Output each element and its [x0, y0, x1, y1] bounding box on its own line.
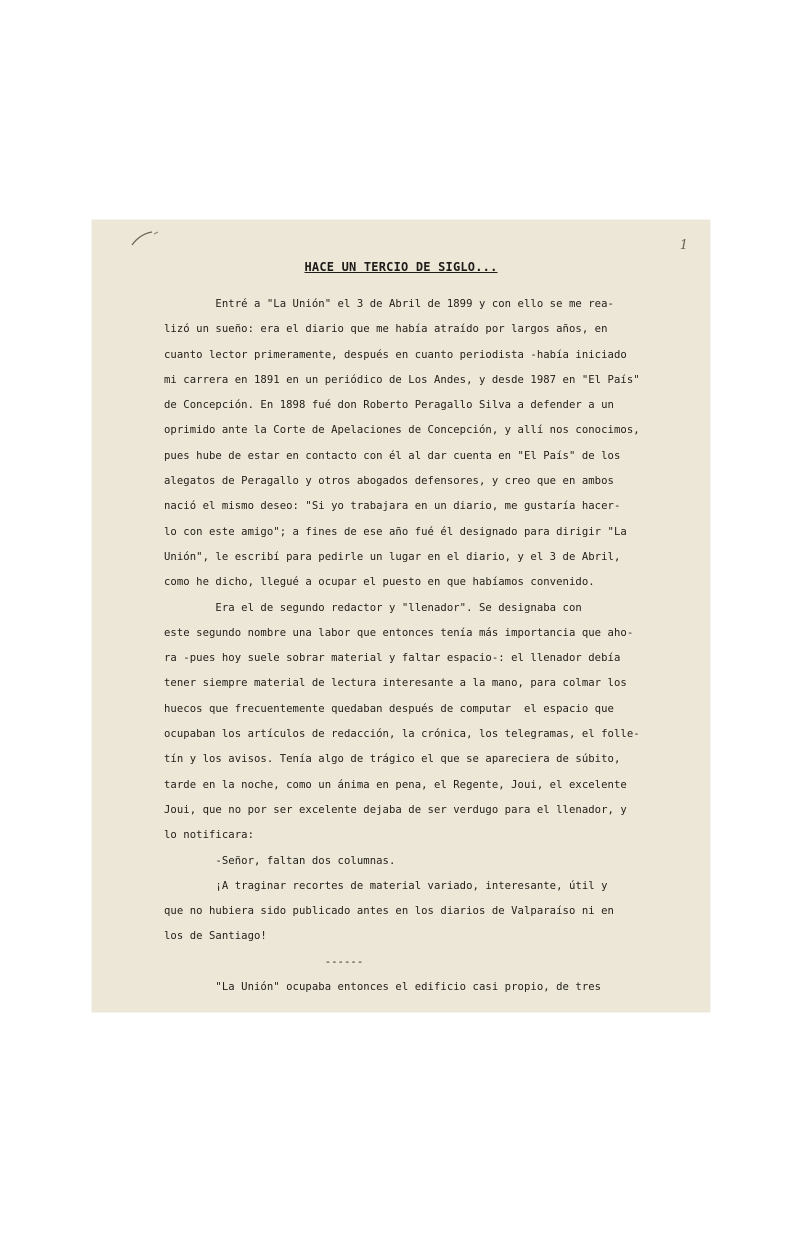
- text-line: que no hubiera sido publicado antes en los diarios de Valparaíso ni en: [164, 905, 614, 918]
- text-line: ------: [164, 955, 364, 968]
- body-text: [164, 292, 704, 1000]
- text-line: tener siempre material de lectura interesante a la mano, para colmar los: [164, 677, 627, 690]
- text-line: lo notificara:: [164, 829, 254, 842]
- text-line: lizó un sueño: era el diario que me había atraído por largos años, en: [164, 323, 608, 336]
- text-line: Unión", le escribí para pedirle un lugar en el diario, y el 3 de Abril,: [164, 550, 621, 563]
- text-line: Era el de segundo redactor y "llenador". Se designaba con: [164, 601, 582, 614]
- text-line: alegatos de Peragallo y otros abogados defensores, y creo que en ambos: [164, 475, 614, 488]
- document-title: HACE UN TERCIO DE SIGLO...: [304, 260, 498, 274]
- text-line: Joui, que no por ser excelente dejaba de ser verdugo para el llenador, y: [164, 803, 627, 816]
- page-number: 1: [679, 238, 688, 253]
- text-line: pues hube de estar en contacto con él al dar cuenta en "El País" de los: [164, 449, 621, 462]
- typewritten-page: [92, 220, 710, 1012]
- text-line: ra -pues hoy suele sobrar material y faltar espacio-: el llenador debía: [164, 652, 621, 665]
- text-line: Entré a "La Unión" el 3 de Abril de 1899 y con ello se me rea-: [164, 298, 614, 310]
- text-line: nació el mismo deseo: "Si yo trabajara en un diario, me gustaría hacer-: [164, 500, 621, 513]
- text-line: "La Unión" ocupaba entonces el edificio casi propio, de tres: [164, 981, 602, 994]
- text-line: los de Santiago!: [164, 930, 267, 943]
- text-line: oprimido ante la Corte de Apelaciones de Concepción, y allí nos conocimos,: [164, 424, 640, 437]
- text-line: huecos que frecuentemente quedaban después de computar el espacio que: [164, 702, 614, 715]
- text-line: como he dicho, llegué a ocupar el puesto en que habíamos convenido.: [164, 576, 595, 589]
- text-line: mi carrera en 1891 en un periódico de Los Andes, y desde 1987 en "El País": [164, 373, 640, 386]
- text-line: -Señor, faltan dos columnas.: [164, 854, 396, 867]
- text-line: este segundo nombre una labor que entonces tenía más importancia que aho-: [164, 626, 634, 639]
- text-line: lo con este amigo"; a fines de ese año fué él designado para dirigir "La: [164, 525, 627, 538]
- text-line: ocupaban los artículos de redacción, la crónica, los telegramas, el folle-: [164, 728, 640, 741]
- text-line: ¡A traginar recortes de material variado, interesante, útil y: [164, 879, 608, 892]
- text-line: cuanto lector primeramente, después en cuanto periodista -había iniciado: [164, 348, 627, 361]
- text-line: tarde en la noche, como un ánima en pena, el Regente, Joui, el excelente: [164, 778, 627, 791]
- text-line: tín y los avisos. Tenía algo de trágico el que se apareciera de súbito,: [164, 753, 621, 766]
- pencil-mark-icon: [130, 228, 160, 248]
- text-line: de Concepción. En 1898 fué don Roberto Peragallo Silva a defender a un: [164, 399, 614, 412]
